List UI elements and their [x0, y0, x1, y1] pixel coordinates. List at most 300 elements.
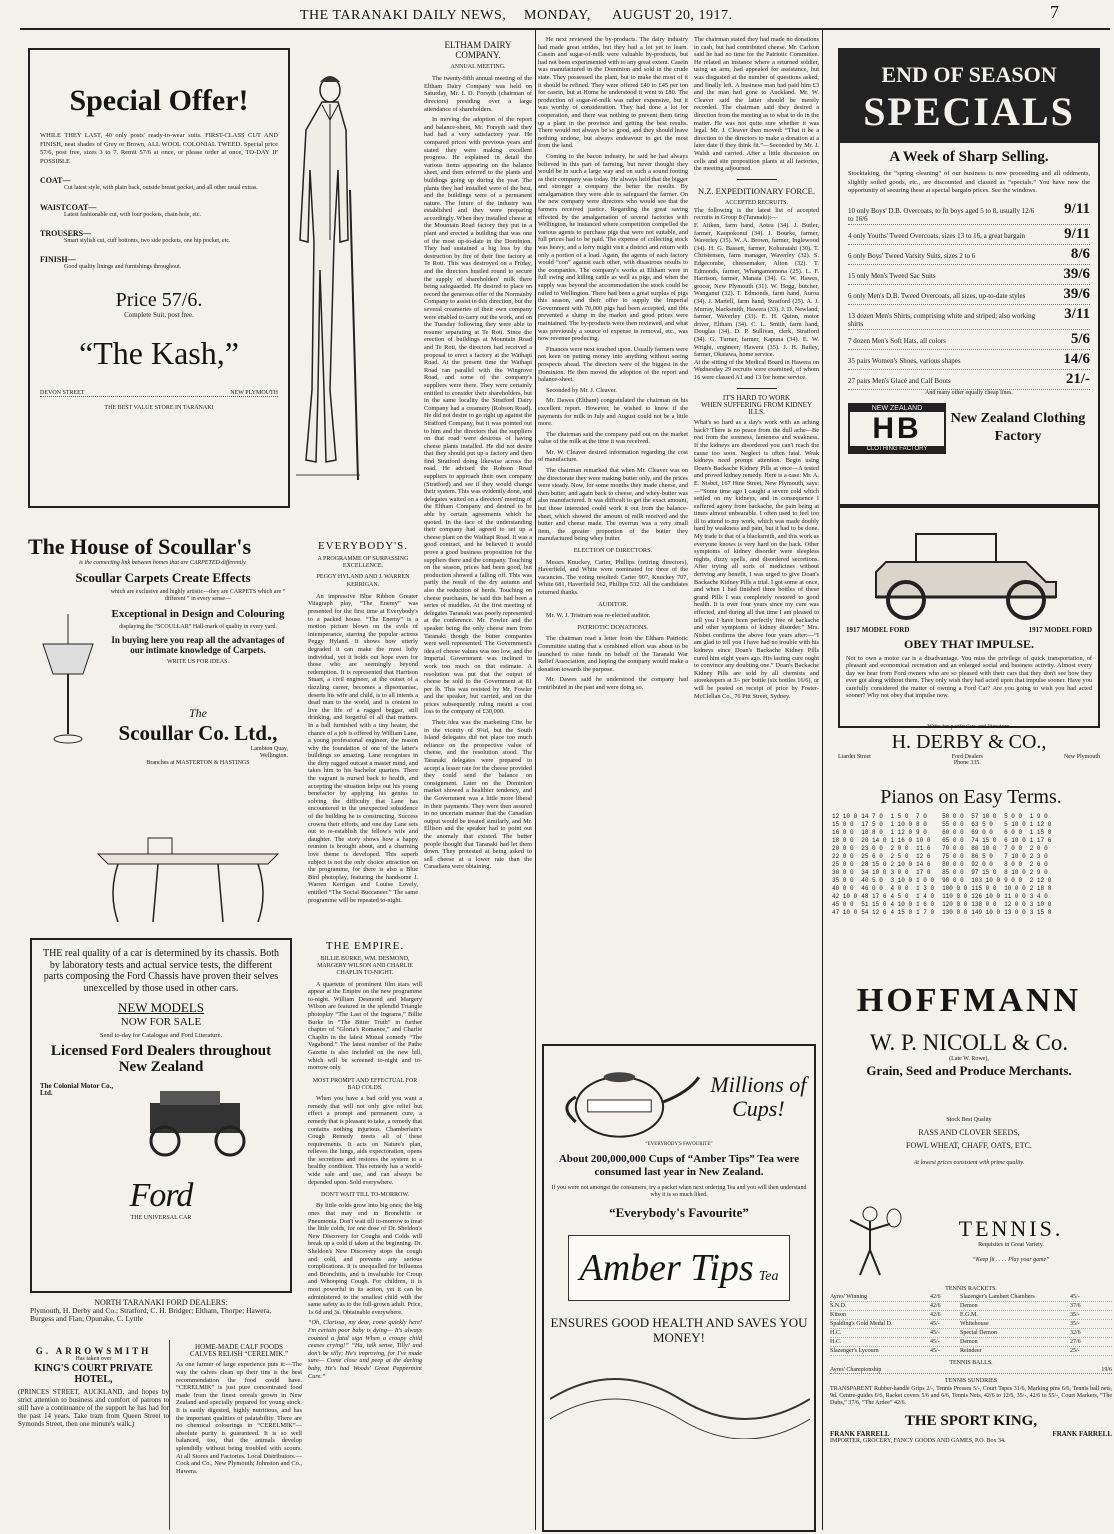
special-item-price: 3/11: [1064, 305, 1090, 322]
special-item-desc: 35 pairs Women's Shoes, various shapes: [848, 356, 961, 365]
piano-price-cell: 120 0 0: [942, 901, 968, 908]
tennis-racket-price: 25/-: [1070, 1348, 1080, 1355]
special-item-price: 9/11: [1064, 225, 1090, 242]
tennis-racket-price: 42/6: [930, 1294, 941, 1301]
derby-town: New Plymouth: [1063, 754, 1100, 761]
piano-price-cell: 1 16 0: [890, 837, 913, 844]
special-item-desc: 10 only Boys' D.B. Overcoats, to fit boys aged 5 to 8, usually 12/6 to 16/6: [848, 206, 1035, 223]
piano-price-row: [940, 893, 1053, 901]
sport-king: THE SPORT KING,: [904, 1412, 1038, 1429]
special-item: [848, 305, 1090, 330]
specials-many: And many other equally cheap lines.: [925, 389, 1013, 396]
tennis-racket-row: [830, 1311, 1112, 1320]
piano-price-cell: 16 0 0: [832, 829, 854, 836]
piano-price-cell: 45 0 0: [832, 901, 854, 908]
piano-price-cell: 5 10 0: [1004, 821, 1026, 828]
piano-price-row: [940, 813, 1053, 821]
piano-price-cell: 130 0 0: [942, 909, 968, 916]
owner-right: FRANK FARRELL: [1052, 1429, 1112, 1438]
tennis-racket-name: Demon: [960, 1339, 978, 1346]
special-item: [848, 200, 1090, 225]
special-item-price: 14/6: [1063, 350, 1090, 367]
ford-car-illustration: [120, 1083, 280, 1173]
specials-title: END OF SEASON: [881, 62, 1057, 87]
tennis-racket-row: [830, 1329, 1112, 1338]
chairman-report: The chairman stated they had made no donations in cash, but had contributed cheese. Mr. Carlson said he had no time for the Patriotic Committee. He related an instance where a returned soldier, using an arm, had appealed for assistance, but was disgusted at the number of questions asked, and finally left. A business man had paid him £3 and the man had gone to Auckland. Mr. W. Cleaver said the latter should be merely recorded. The chairman said they desired a direction from the meeting as to what to do in the matter. He was not quite sure whether it was legal. Mr. J. Cleaver then moved: “That it be a direction to the directors to make a donation at a later date if they think fit.”—Seconded by Mr. J. Walsh and carried. After a little discussion on cells and site proposition plants at all factories, the meeting adjourned.: [694, 36, 819, 173]
tennis-racket-price: 32/6: [1070, 1330, 1081, 1337]
piano-price-cell: 17 0: [916, 869, 931, 876]
piano-price-cell: 75 0 0: [942, 853, 964, 860]
nicoll-fowl: FOWL WHEAT, CHAFF, OATS, ETC.: [906, 1141, 1032, 1151]
tennis-sundries-text: TRANSPARENT Rubber-handle Grips 2/-, Tennis Presses 5/-, Court Tapes 31/6, Marking pins 6/6, Tennis ball nets, 9d. Centre-guides 6/6, Racket covers 5/6 and 6/6, Tennis Nets, 42/6 to 12/6, 35/-, 42/6 to 55/-, Court Markers, “The Dubs,” 37/6, “The Ardee” 42/6.: [830, 1385, 1112, 1406]
sport-king-address: IMPORTER, GROCERY, FANCY GOODS AND GAMES, P.O. Box 34.: [830, 1437, 1006, 1444]
tennis-ball-row: [830, 1367, 1112, 1374]
amber-tips-logo: [568, 1235, 790, 1301]
piano-price-cell: 4 0 0: [890, 885, 909, 892]
scoullar-text-3: In buying here you reap all the advantages of our intimate knowledge of Carpets.: [111, 634, 285, 655]
piano-price-row: [940, 853, 1053, 861]
scoullar-subtitle: is the connecting link between homes that are CARPETED differently.: [79, 560, 247, 566]
derby-text: Not to own a motor car is a disadvantage. You miss the privilege of quick transportation, of pleasant and economical recreation and an enlarged social and business activity. Almost every day we hear from Ford owners who are so pleased with their cars that they don't see how they ever got along without them. They only wish they had acted upon that impulse sooner. Have you carefully considered the matter of owning a Ford Car? Are you going to wish you had acted sooner? Why not obey that impulse now.: [846, 655, 1092, 700]
tennis-racket-price: 37/6: [1070, 1303, 1081, 1310]
piano-price-cell: 7 0: [916, 813, 927, 820]
special-item-desc: 4 only Youths' Tweed Overcoats, sizes 13 to 16, a great bargain: [848, 231, 1026, 240]
piano-price-cell: 3 15 0: [1029, 909, 1052, 916]
piano-price-row: [940, 901, 1053, 909]
arrowsmith-text: (PRINCES STREET, AUCKLAND, and hopes by strict attention to business and comfort of patrons to still have a continuance of the support he has had for the past 14 years. Take tram from Queen Street to Symonds Street, then one minute's walk.): [18, 1388, 169, 1429]
eltham-paragraph: Mr. W. J. Tristram was re-elected auditor.: [546, 612, 651, 620]
piano-price-cell: 57 10 0: [971, 813, 997, 820]
model-ford-car-illustration: [846, 512, 1096, 622]
eltham-paragraph: Mr. Dawes said he understood the company had contributed in the past and were doing so.: [538, 676, 688, 691]
piano-price-cell: 14 7 0: [861, 813, 883, 820]
empire-title: THE EMPIRE.: [325, 940, 405, 952]
piano-price-cell: 20 0 0: [832, 845, 854, 852]
piano-price-cell: 25 0 0: [832, 861, 854, 868]
derby-name: H. DERBY & CO.,: [891, 731, 1047, 754]
piano-price-cell: 14 6: [916, 861, 931, 868]
tennis-racket-name: Whitehouse: [960, 1321, 989, 1328]
special-item: [848, 285, 1090, 305]
man-in-suit-illustration: [290, 60, 364, 500]
piano-price-cell: 1 12 0: [1029, 821, 1052, 828]
piano-price-cell: 55 0 0: [942, 821, 964, 828]
amber-tips-tea-advertisement: [542, 1044, 816, 1532]
tennis-racket-name: Demon: [960, 1303, 978, 1310]
piano-price-cell: 3 0 0: [890, 869, 909, 876]
eltham-paragraph: Finances were next touched upon. Usually farmers were not keen on putting money into anything without seeing prospects ahead. The directors were of the biggest in the Dominion. He then moved the adoption of the report and balance-sheet.: [538, 345, 688, 384]
kash-item-desc: Cut latest style, with plain back, outside breast pocket, and all other usual extras.: [64, 185, 258, 192]
eltham-paragraph: Mr. Dawes (Eltham) congratulated the chairman on his excellent report. However, he wished to know if the payments for milk in July and August could not be a little more.: [538, 397, 688, 428]
eltham-subtitle: ANNUAL MEETING.: [450, 64, 506, 70]
tennis-racket-price: 35/-: [1070, 1312, 1080, 1319]
piano-price-cell: 12 10 0: [832, 813, 858, 820]
tennis-keep-fit: “Keep fit . . . . Play your game”: [972, 1257, 1050, 1263]
specials-list: [848, 200, 1090, 390]
piano-price-row: [830, 837, 936, 845]
special-item-price: 39/6: [1063, 285, 1090, 302]
piano-price-cell: 35 0 0: [832, 877, 854, 884]
piano-price-cell: 34 10 0: [861, 869, 887, 876]
tennis-racket-name: Ayres' Winning: [830, 1294, 868, 1301]
nzef-title: N.Z. EXPEDITIONARY FORCE.: [697, 185, 816, 196]
piano-price-cell: 50 0 0: [942, 813, 964, 820]
kash-address: [40, 390, 278, 397]
piano-price-cell: 2 0 0: [1029, 845, 1048, 852]
kash-item-name: COAT—: [40, 176, 71, 186]
hb-logo-letters: HB: [872, 411, 922, 445]
tennis-racket-list: [830, 1293, 1112, 1356]
scoullar-company: Scoullar Co. Ltd.,: [118, 721, 278, 746]
tennis-racket-price: 45/-: [930, 1330, 940, 1337]
ford-logo-sub: THE UNIVERSAL CAR: [130, 1215, 192, 1222]
special-item: [848, 350, 1090, 370]
piano-price-cell: 1 5 0: [890, 813, 909, 820]
calf-food-subheading: CALVES RELISH “CERELMIK.”: [189, 1350, 289, 1359]
piano-price-cell: 54 12 6: [861, 909, 887, 916]
scoullar-address-2: Wellington.: [259, 753, 288, 760]
model-ford-label-left: 1917 MODEL FORD: [846, 626, 910, 634]
north-dealers-text: Plymouth, H. Derby and Co.; Stratford, C. H. Bridger; Eltham, Thorpe; Hawera, Burgess and Flan; Opunake, C. Lyttle: [30, 1306, 272, 1323]
piano-price-cell: 97 15 0: [971, 869, 997, 876]
piano-price-cell: 138 0 0: [971, 901, 997, 908]
eltham-paragraph: Seconded by Mr. J. Cleaver.: [546, 386, 617, 394]
kash-advertisement: [28, 48, 290, 508]
ford-new-models: NEW MODELS: [117, 1000, 205, 1015]
tennis-racket-price: 45/-: [930, 1321, 940, 1328]
special-item-price: 8/6: [1070, 245, 1090, 262]
arrowsmith-name: G. ARROWSMITH: [35, 1346, 152, 1356]
piano-price-table-1: [830, 813, 936, 917]
specials-title-2: SPECIALS: [863, 89, 1075, 134]
scoullar-advertisement: [28, 534, 298, 929]
kash-street: DEVON STREET: [40, 390, 85, 397]
tennis-racket-name: Reindeer: [960, 1348, 982, 1355]
hb-logo-bottom: CLOTHING FACTORY: [850, 446, 944, 452]
piano-price-cell: 46 0 0: [861, 885, 883, 892]
piano-price-cell: 47 10 0: [832, 909, 858, 916]
piano-price-cell: 9 0: [916, 829, 927, 836]
teapot-label: “EVERYBODY'S FAVOURITE”: [645, 1142, 713, 1147]
piano-price-cell: 9 0 0: [1004, 877, 1023, 884]
special-item: [848, 330, 1090, 350]
kash-intro: WHILE THEY LAST, 40 only posts' ready-to-wear suits. FIRST-CLASS CUT AND FINISH, neat shades of Grey or Brown, ALL WOOL COLONIAL TWEED. Special price 57/6, post free, sizes 3 to 7. Remit 57/6 at once, or please order at once, TO-DAY IF POSSIBLE: [40, 132, 278, 165]
piano-price-cell: 4 5 0: [890, 893, 909, 900]
tennis-racket-price: 45/-: [930, 1339, 940, 1346]
hb-logo: [848, 403, 946, 454]
piano-price-row: [830, 845, 936, 853]
piano-price-cell: 2 9 0: [1029, 869, 1048, 876]
everybodys-article: [308, 536, 418, 936]
kash-item-desc: Smart stylish cut, cuff bottoms, two side pockets, one hip pocket, etc.: [64, 237, 231, 244]
scoullar-address-1: Lambton Quay,: [250, 746, 288, 753]
special-item: [848, 370, 1090, 390]
kash-item-list: [40, 176, 278, 271]
kash-town: NEW PLYMOUTH: [230, 390, 278, 397]
piano-price-cell: 86 5 0: [971, 853, 993, 860]
cold-remedy-heading: MOST PROMPT AND EFFECTUAL FOR BAD COLDS.: [312, 1077, 418, 1091]
nicoll-stock: Stock Best Quality: [946, 1117, 992, 1124]
piano-price-cell: 10 0 0: [1004, 885, 1026, 892]
calf-food-text: As one farmer of large experience puts it:—The way the calves clean up their tins is the best recommendation the food could have. “CERELMIK” is just pure concentrated food made from the finest cereals grown in New Zealand and specially prepared for young stock. It is easily digested, highly nutritious, and has the important qualities of palatability. There are no chemical colourings in “CERELMIK”—absolute purity is guaranteed. It is so well balanced, too, that the animals develop splendidly without being troubled with scours. At all Stores and Factories. Local Distributors.—Cock and Co., New Plymouth; Johnston and Co., Hawera.: [176, 1361, 302, 1475]
special-item-price: 39/6: [1063, 265, 1090, 282]
empire-body: A quartette of prominent film stars will appear at the Empire on the new programme to-night. William Desmond and Margery Wilson are featured in the splendid Triangle photoplay “The Last of the Ingrams,” Billie Burke in “The Bitter Truth” in further chapter of “Gloria's Romance,” and Charlie Chaplin in the latest Mutual comedy “The Vagabond.” The latest number of the Pathe Gazette is also included on the new bill, which will be screened to-night and to-morrow only.: [308, 980, 422, 1072]
special-item-desc: 15 only Men's Tweed Sac Suits: [848, 271, 936, 280]
piano-price-cell: 20 14 0: [861, 837, 887, 844]
scoullar-the: The: [189, 706, 207, 721]
piano-price-cell: 3 4 0: [1029, 893, 1048, 900]
piano-price-cell: 69 0 0: [971, 829, 993, 836]
tennis-racket-row: [830, 1347, 1112, 1356]
kash-item: [40, 176, 278, 192]
piano-price-row: [830, 893, 936, 901]
eltham-paragraph: The chairman read a letter from the Eltham Patriotic Committee stating that a combined effort was about to be launched to raise funds on behalf of the Taranaki War Relief Association, and hoping the company would make a donation towards the purpose.: [538, 635, 688, 673]
piano-price-cell: 65 0 0: [942, 837, 964, 844]
piano-price-cell: 2 5 0: [890, 853, 909, 860]
kidney-text: What's so hard as a day's work with an aching back? There is no peace from the dull ache—Be rest from the soreness, lameness and weakness. If the kidneys are disordered you can't reach the cause too soon. Neglect is often fatal. Weak kidneys need prompt attention. Begin using Doan's Backache Kidney Pills at once—A tested and proved kidney remedy. Here is a case: Mr. A. E. Nisbet, 167 Hine Street, New Plymouth, says:—“Some time ago I caught a severe cold which settled on my kidneys, and in consequence I suffered agony from backache, the pain being at times almost unbearable. I often used to feel too ill to attend to my work, which was made doubly hard by weakness and pain, but it had to be done. My trade is that of a blacksmith, and this work as everyone knows is very hard on the back. Other symptoms of kidney disorder were sleepless nights, dizzy spells, and disordered secretions. After trying all sorts of medicines without deriving any benefit, I was urged to give Doan's Backache Kidney Pills a trial. I got some at once, and when I had finished three bottles of these grand Pills I was completely restored to good health. It is over four years since my cure was effected, and during all that time I am pleased to tell you I have been perfectly free of backache and other symptoms of kidney disorder.” Mrs. Nisbet confirms the above four years after:—“I am glad to tell you I have had no trouble with his kidneys since Doan's Backache Kidney Pills cured him eight years ago. His lasting cure ought to convince any doubting one.” Doan's Backache Kidney Pills are sold by all chemists and storekeepers at 3/- per bottle (six bottles 16/6), or will be posted on receipt of price by Foster-McClellan Co., 76 Pitt Street, Sydney.: [694, 419, 819, 700]
special-item-desc: 7 dozen Men's Soft Hats, all colors: [848, 336, 946, 345]
piano-price-row: [830, 885, 936, 893]
piano-price-cell: 8 0 0: [1004, 861, 1023, 868]
tea-brand-suffix: Tea: [758, 1269, 779, 1285]
kidney-subtitle: WHEN SUFFERING FROM KIDNEY ILLS.: [700, 400, 813, 416]
tea-note: If you were not amongst the consumers, try a packet when next ordering Tea and you will then understand why it is so much liked.: [551, 1185, 807, 1199]
special-item: [848, 265, 1090, 285]
everybodys-subtitle-2: PEGGY HYLAND AND J. WARREN KERRIGAN.: [316, 574, 410, 588]
peppermint-poem: “Oh, Clarissa, my dear, come quickly here! I'm certain poor baby is dying— It's always counted a fatal sign When a croupy child ceases crying!” “Ha, talk sense, Tilly! and don't be silly; He's improving, for I've made sure— Come close and peep at the darling baby, He's had Woods' Great Peppermint Cure.”: [308, 1319, 422, 1380]
tennis-rackets-heading: TENNIS RACKETS.: [945, 1286, 997, 1292]
nzef-intro: The following is the latest list of accepted recruits in Group 8 (Taranaki):—: [694, 206, 819, 222]
scoullar-text-2: displaying the “SCOULLAR” Hall-mark of quality in every yard.: [119, 623, 277, 630]
piano-price-cell: 2 3 0: [1029, 853, 1048, 860]
millions-of-cups: Millions of Cups!: [710, 1072, 807, 1121]
piano-price-cell: 2 6 0: [1029, 861, 1048, 868]
eltham-title: ELTHAM DAIRY COMPANY.: [444, 40, 512, 60]
piano-price-cell: 80 0 0: [942, 861, 964, 868]
piano-price-row: [830, 909, 936, 917]
nicoll-trade: Grain, Seed and Produce Merchants.: [866, 1063, 1072, 1079]
piano-price-row: [940, 861, 1053, 869]
tennis-racket-name: Spalding's Gold Medal D.: [830, 1321, 893, 1328]
piano-price-cell: 3 10 0: [890, 877, 913, 884]
ford-logo: Ford: [129, 1177, 193, 1215]
kash-item: [40, 229, 278, 245]
kash-item-name: FINISH—: [40, 254, 76, 264]
eltham-paragraph: Coming to the bacon industry, he said he had always believed in this part of farming, but never thought they would be in such a large way and on such a sound footing as their company was today. He always held that the bigger and stronger a company the better the results. By amalgamation they were able to safeguard the farmer. On the new company were directors who would see that the farmers received justice. Regarding the great saving effected by the amalgamation of several factories with Wellington, he instanced where competition compelled the various agents to purchase pigs that were not suitable, and full prices had to be paid. The expense of collecting stock was heavy, and a lorry might visit a district and return with only a portion of a load. Again, the agents of each factory would “con” against each other, with disastrous results to the companies. The company's works at Eltham were in full swing and killing cattle as well as pigs, and when the supply was beyond the accommodation the stock could be railed to Wellington. There had been a great surplus of pigs this season, and their offer to supply the Imperial Government with 70,000 pigs had been accepted, and this prevented a slump in the market and good prices were maintained. The by-products were then reviewed, and what was previously a source of expense in removal, etc., was now revenue producing.: [538, 152, 688, 343]
divider: [737, 388, 777, 389]
piano-price-cell: 4 10 0: [890, 901, 913, 908]
piano-price-row: [830, 901, 936, 909]
eltham-continued-body: [538, 36, 688, 692]
kash-item: [40, 255, 278, 271]
eltham-dairy-article: [424, 36, 532, 1532]
piano-price-cell: 1 3 0: [916, 885, 935, 892]
section-heading: ELECTION OF DIRECTORS.: [573, 547, 653, 554]
empire-subtitle: BILLIE BURKE, WM. DESMOND, MARGERY WILSON AND CHARLIE CHAPLIN TO-NIGHT.: [317, 956, 413, 977]
scoullar-branches: Branches at MASTERTON & HASTINGS: [146, 760, 250, 767]
kash-item-desc: Good quality linings and furnishings throughout.: [64, 263, 182, 270]
masthead-date: AUGUST 20, 1917.: [612, 8, 733, 23]
north-taranaki-dealers: [30, 1298, 292, 1332]
clothing-factory-name: New Zealand Clothing Factory: [950, 411, 1086, 445]
piano-price-cell: 2 0 0: [890, 845, 909, 852]
piano-price-row: [940, 829, 1053, 837]
eltham-paragraph: Mr. W. Cleaver desired information regarding the cost of manufacture.: [538, 448, 688, 464]
eltham-paragraph: In moving the adoption of the report and balance-sheet, Mr. Forsyth said they had had a very satisfactory year. He compared prices with previous years and stated they were making excellent progress. He explained in detail the various items appearing on the balance sheet, and then referred to the plants and buildings going up during the year. The plants they had installed were of the best, and the buildings were of a permanent nature. The future of the industry was established and they were preparing accordingly. When they installed cheese at the Mountain Road factory they put in a plant and erected a building that was one of the most up-to-date in the Dominion. They had sustained a big loss by the destruction by fire of their fine factory at Te Roti. This was destroyed on a Friday, and the directors hustled round to secure the supply of shareholders' milk there being safeguarded. He desired to place on record the generous offer of the Normanby Company to assist in this direction, but the several creameries of their own company were enabled to carry out the work, and on the Tuesday following they were able to resume separating at Te Roti. Since the erection of buildings at Mountain Road and Te Roti, the directors had received a proposal to erect a factory at the Waihapi Road. At the present time the Waihapi Road ran parallel with the Wingrove Road, and some of the company's suppliers were there. They were certainly entitled to consider their shareholders, but in the same locality the Stratford Dairy Company had a creamery (Robson Road). He did not desire to go right up against the Stratford Company, but it was pointed out to him and the directors that the suppliers on that road were desirous of having cheese plants installed. He did not desire that they should put up a factory and then find Stratford doing likewise across the road. He advised the Robson Road suppliers to approach their own company (Stratford) and see if they would change their system. This was evidently done, and delegates waited on a directors' meeting of the Eltham Company and desired to be able by certain agreements which he quoted. In the face of the understanding their company had agreed to set up a cheese plant on the Waihapi Road. It was a good contract, and he believed it would prove a good business proposition for the suppliers there and the company. Touching on the season, prices had been good, but production showed a falling off. This was partly the result of the dry autumn and also the reduction of herds. Touching on cheese purchases, he said this had been a series of muddles. At the first meeting of delegates Taranaki was poorly represented at the conference. Mr. Fowler and the speaker being the only cheese men from Taranaki though the butter companies were well represented. The Government's idea of cheese values was too low, and the Imperial Government was inclined to work too much on that estimate. A resolution was put that the output of cheese be sold to the Government at 81 per lb. This was resisted by Mr. Fowler and the speaker, but carried, and on the prices subsequently ruling meant a cost loss to the company of £30,000.: [424, 116, 532, 716]
kash-item-desc: Latest fashionable cut, with four pockets, chain hole, etc.: [64, 211, 201, 218]
nzef-medical: At the sitting of the Medical Board in Hawera on Wednesday 29 recruits were examined, of whom 16 were classed A1 and 13 for home service.: [694, 358, 819, 381]
piano-price-cell: 18 0 0: [832, 837, 854, 844]
divider: [737, 179, 777, 180]
tennis-ball-price: 19/6: [1101, 1367, 1112, 1374]
piano-price-cell: 11 6: [916, 845, 931, 852]
derby-address-block: [838, 724, 1100, 774]
piano-price-row: [940, 909, 1053, 917]
everybodys-paragraph: An impressive Blue Ribbon Greater Vitagraph play, “The Enemy” was presented for the first time at Everybody's to a packed house. “The Enemy” is a motion picture blown on the evils of intemperance, starring the popular actress Peggy Hyland. It shows how utterly degraded it can make the most lofty individual, yet it holds out hope even for those who are seemingly beyond redemption. It is represented that Harrison Stuart, a civil engineer, at the outset of a dazzling career, becomes a dipsomaniac, deserts his wife and child, is to all intents a dead man to the world, and is content to live the life of a ragged beggar, still drinking, and forgetful of all that matters. In a hall furnished with a tiny heater, the chance of a job is offered by William Lane, a young professional engineer, the reason why the foundation of one of the latter's buildings so amazing. Lane recognises in the dirty ragged outcast a master mind, and takes him to his bachelor quarters. There the vagrant is nursed back to health, and accepting the situation helps out his young benefactor by applying his genius to solving the difficulty that Lane has encountered in the unexpected subsidence of the building he is constructing. Success crowns their efforts, and one day Lane sets out to re-establish the fellow's wife and daughter. The story shows how a happy reunion is brought about, and a charming love theme is developed. This superb subject is not the only choice attraction on the programme, for there is also a Blue Bird photoplay, featuring the handsome J. Warren Kerrigan and Louise Lovely, entitled “The Social Buccaneer.” The same programme will be repeated to-night.: [308, 592, 418, 904]
obey-impulse: OBEY THAT IMPULSE.: [904, 637, 1034, 651]
tea-brand: Amber Tips: [579, 1247, 754, 1290]
piano-price-cell: 100 0 0: [942, 885, 968, 892]
piano-price-cell: 13 0 0: [1004, 909, 1026, 916]
table-illustration: [88, 834, 288, 924]
tea-ensures: ENSURES GOOD HEALTH AND SAVES YOU MONEY!: [550, 1315, 808, 1346]
special-item: [848, 245, 1090, 265]
piano-price-row: [830, 861, 936, 869]
kash-price: Price 57/6.: [115, 289, 203, 312]
piano-price-cell: 74 15 0: [971, 837, 997, 844]
dont-wait-text: By little colds grow into big ones; the big ones that may end in Bronchitis or Pneumonia. Don't wait till to-morrow to treat the little colds, for one dose of Dr. Sheldon's New Discovery for Coughs and Colds will break up a cold if taken at the beginning. Dr. Sheldon's New Discovery stops the cough and cold, and prevents any serious complications. It is unequalled for Influenza and Bronchitis, and is invaluable for Croup and Whooping Cough. For children, it is most powerful in its action, yet it can be administered to the smallest child with the same safety as to the full-grown adult. Price, 1s 6d and 3s. Obtainable everywhere.: [308, 1202, 422, 1316]
scoullar-text-1: which are exclusive and highly artistic—they are CARPETS which are “ different ” in every sense—: [110, 589, 286, 603]
ford-advertisement: [30, 938, 292, 1293]
nicoll-name: W. P. NICOLL & Co.: [869, 1030, 1069, 1055]
nicoll-advertisement: [838, 1030, 1100, 1192]
piano-price-cell: 1 15 0: [1029, 829, 1052, 836]
page-number: 7: [1050, 2, 1060, 22]
decorative-border: [550, 1359, 810, 1439]
piano-price-row: [830, 821, 936, 829]
piano-price-cell: 17 5 0: [861, 821, 883, 828]
piano-price-cell: 18 8 0: [861, 829, 883, 836]
everybodys-subtitle: A PROGRAMME OF SURPASSING EXCELLENCE.: [317, 556, 409, 570]
piano-price-cell: 40 5 0: [861, 877, 883, 884]
piano-price-cell: 1 4 0: [916, 893, 935, 900]
section-heading: PATRIOTIC DONATIONS.: [577, 623, 649, 631]
piano-price-cell: 8 10 0: [1004, 869, 1026, 876]
tennis-requisites: Requisites in Great Variety.: [978, 1241, 1044, 1248]
owner-left: FRANK FARRELL: [830, 1429, 890, 1438]
kash-item-name: WAISTCOAT—: [40, 202, 97, 212]
eltham-paragraph: Their idea was the marketing Ctte. be in the vicinity of 9¼d, but the South Island delegates did not place too much reliance on the prospective value of cheese, and the resolution stood. The Taranaki delegates were prepared to accept a lesser rate for the cheese provided they could send the balance on consignment. Later on the Dominion market showed a healthier tendency, and the Government was a little more liberal in their payments. They were then assured in no uncertain manner that the Canadian output would be treated similarly, and Mr. Ellison and the speaker had to point out the anomaly that existed. The butter people thought that Taranaki had let them down. They protested at being asked to sell cheese at a lower rate than the Canadians were obtaining.: [424, 719, 532, 871]
piano-price-cell: 1 12 0: [890, 829, 913, 836]
piano-price-row: [940, 821, 1053, 829]
piano-price-cell: 2 10 0: [890, 861, 913, 868]
calf-food-advertisement: [172, 1340, 302, 1530]
piano-price-cell: 12 6: [916, 853, 931, 860]
derby-street: Liardet Street: [838, 754, 871, 761]
eltham-body: [424, 75, 532, 871]
tennis-racket-name: H.C.: [830, 1330, 842, 1337]
piano-price-cell: 2 18 0: [1029, 885, 1052, 892]
dont-wait-heading: DON'T WAIT TILL TO-MORROW.: [321, 1192, 409, 1199]
piano-price-cell: 85 0 0: [942, 869, 964, 876]
eltham-dairy-continued: [538, 36, 688, 1046]
piano-price-cell: 48 17 6: [861, 893, 887, 900]
kash-tagline: THE BEST VALUE STORE IN TARANAKI: [104, 405, 214, 412]
nzef-subtitle: ACCEPTED RECRUITS.: [724, 199, 788, 206]
nicoll-seeds: RASS AND CLOVER SEEDS,: [918, 1128, 1020, 1138]
piano-price-cell: 60 0 0: [942, 829, 964, 836]
piano-price-row: [830, 869, 936, 877]
eltham-paragraph: He next reviewed the by-products. The dairy industry had made great strides, but they had a lot yet to learn. Casein and sugar-of-milk were valuable by-products, but had not been experimented with to any great extent. Casein was manufactured in the Dominion and sold in the crude state. They possessed the plant, but to make the most of it it should be refined. They were offered £40 to £45 per ton for casein, but at Home he understood it went to £80. The production of sugar-of-milk was rather expensive, but it was worthy of consideration. They had done a lot for cooperation, and there was nothing to prevent them tiring up a plant in the province and getting the best results. There would not always be so good, and they should leave nothing undone, but always endeavour to get the most from the land.: [538, 36, 688, 150]
pianos-title: Pianos on Easy Terms.: [880, 786, 1062, 808]
tennis-racket-price: 35/-: [1070, 1321, 1080, 1328]
piano-price-cell: 126 10 0: [971, 893, 1001, 900]
arrowsmith-hotel: KING'S COURT PRIVATE HOTEL,: [34, 1363, 153, 1386]
scoullar-title: The House of Scoullar's: [28, 534, 252, 559]
tennis-racket-price: 45/-: [930, 1348, 940, 1355]
piano-price-cell: 70 0 0: [942, 845, 964, 852]
piano-price-row: [830, 813, 936, 821]
derby-ford-advertisement: [838, 504, 1100, 728]
special-item: [848, 225, 1090, 245]
colonial-motor-co: The Colonial Motor Co., Ltd.: [40, 1082, 114, 1098]
tennis-racket-price: 42/6: [930, 1312, 941, 1319]
special-item-price: 5/6: [1070, 330, 1090, 347]
tennis-racket-name: E.G.M.: [960, 1312, 978, 1319]
piano-price-cell: 80 10 0: [971, 845, 997, 852]
nicoll-prices: At lowest prices consistent with prime quality.: [913, 1160, 1025, 1167]
kash-headline: Special Offer!: [69, 84, 249, 117]
piano-price-cell: 22 0 0: [832, 853, 854, 860]
piano-price-cell: 90 0 0: [942, 877, 964, 884]
piano-price-cell: 15 0 0: [832, 821, 854, 828]
tennis-advertisement: [830, 1200, 1112, 1532]
ford-for-sale: NOW FOR SALE: [120, 1016, 202, 1028]
piano-price-cell: 2 12 0: [1029, 877, 1052, 884]
piano-price-cell: 1 9 0: [1029, 813, 1048, 820]
masthead-title: THE TARANAKI DAILY NEWS,: [300, 8, 507, 23]
piano-price-cell: 28 15 0: [861, 861, 887, 868]
tennis-racket-name: Slazenger's Lambert Chambers: [960, 1294, 1035, 1301]
specials-week: A Week of Sharp Selling.: [889, 149, 1049, 165]
scoullar-headline-2: Exceptional in Design and Colouring: [111, 607, 285, 620]
piano-price-cell: 40 0 0: [832, 885, 854, 892]
scoullar-write: WRITE US FOR IDEAS.: [166, 658, 229, 665]
specials-advertisement: [838, 48, 1100, 508]
hoffmann-brand: HOFFMANN: [856, 982, 1082, 1019]
piano-price-cell: 25 6 0: [861, 853, 883, 860]
piano-price-cell: 1 6 0: [916, 901, 935, 908]
piano-price-cell: 23 0 0: [861, 845, 883, 852]
piano-price-row: [940, 869, 1053, 877]
tennis-racket-name: S.N.D.: [830, 1303, 847, 1310]
north-dealers-heading: NORTH TARANAKI FORD DEALERS:: [94, 1298, 228, 1307]
tennis-racket-row: [830, 1293, 1112, 1302]
special-item-desc: 27 pairs Men's Glacé and Calf Boots: [848, 376, 951, 385]
ford-intro: THE real quality of a car is determined by its chassis. Both by laboratory tests and actual service tests, the different parts composing the Ford Chassis have proven their selves unexcelled by those used in other cars.: [42, 948, 280, 994]
kash-item: [40, 203, 278, 219]
specials-intro: Stocktaking, the “spring cleaning” of our business is now proceeding and all oddments, slightly soiled goods, etc., are discounted and classed as “specials.” You have now the opportunity of securing these at special bargain prices. See the windows.: [848, 170, 1090, 195]
piano-price-cell: 149 10 0: [971, 909, 1001, 916]
kash-brand: “The Kash,”: [79, 335, 239, 372]
kash-price-note: Complete Suit, post free.: [124, 311, 194, 320]
piano-price-cell: 110 0 0: [942, 893, 968, 900]
piano-price-cell: 30 0 0: [832, 869, 854, 876]
piano-price-row: [830, 829, 936, 837]
piano-price-cell: 1 0 0: [916, 877, 935, 884]
arrowsmith-advertisement: [18, 1340, 170, 1530]
tennis-racket-price: 45/-: [1070, 1294, 1080, 1301]
